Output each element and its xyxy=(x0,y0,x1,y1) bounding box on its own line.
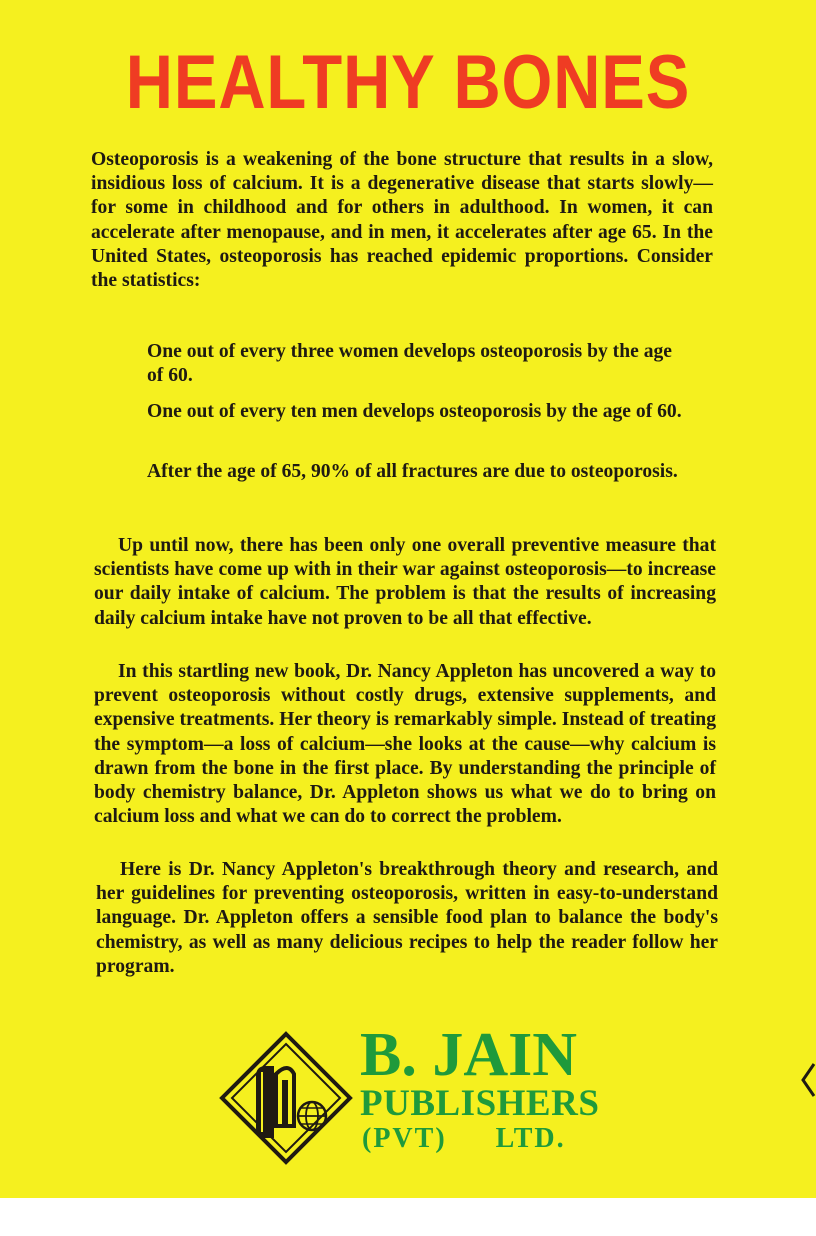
statistic-men: One out of every ten men develops osteoporosis by the age of 60. xyxy=(147,401,682,422)
chevron-left-icon xyxy=(800,1060,816,1100)
statistic-fractures: After the age of 65, 90% of all fractures are due to osteoporosis. xyxy=(147,461,678,482)
closing-paragraph: Here is Dr. Nancy Appleton's breakthrough theory and research, and her guidelines for preventing osteoporosis, written in easy-to-understand language. Dr. Appleton offers a sensible food plan to balance the body's chemistry, as well as many delicious recipes to help the reader follow her program. xyxy=(96,859,718,977)
statistic-women: One out of every three women develops osteoporosis by the age of 60. xyxy=(147,341,672,387)
publisher-name: B. JAIN xyxy=(360,1021,578,1089)
intro-paragraph: Osteoporosis is a weakening of the bone structure that results in a slow, insidious loss of calcium. It is a degenerative disease that starts slowly—for some in childhood and for others in adulthood. In women, it can accelerate after menopause, and in men, it accelerates after age 65. In the United States, osteoporosis has reached epidemic proportions. Consider the statistics: xyxy=(91,149,713,292)
publisher-line-3: (PVT) LTD. xyxy=(362,1123,566,1154)
publisher-line-2: PUBLISHERS xyxy=(360,1083,600,1124)
page-margin xyxy=(0,1198,816,1236)
prevention-paragraph: Up until now, there has been only one overall preventive measure that scientists have come up with in their war against osteoporosis—to increase our daily intake of calcium. The problem is that the results of increasing daily calcium intake have not proven to be all that effective. xyxy=(94,535,716,629)
book-title: HEALTHY BONES xyxy=(125,40,691,125)
book-description-paragraph: In this startling new book, Dr. Nancy Appleton has uncovered a way to prevent osteoporosis without costly drugs, extensive supplements, and expensive treatments. Her theory is remarkably simple. Instead of treating the symptom—a loss of calcium—she looks at the cause—why calcium is drawn from the bone in the first place. By understanding the principle of body chemistry balance, Dr. Appleton shows us what we do to bring on calcium loss and what we can do to correct the problem. xyxy=(94,661,716,828)
book-globe-logo-icon xyxy=(216,1028,356,1168)
